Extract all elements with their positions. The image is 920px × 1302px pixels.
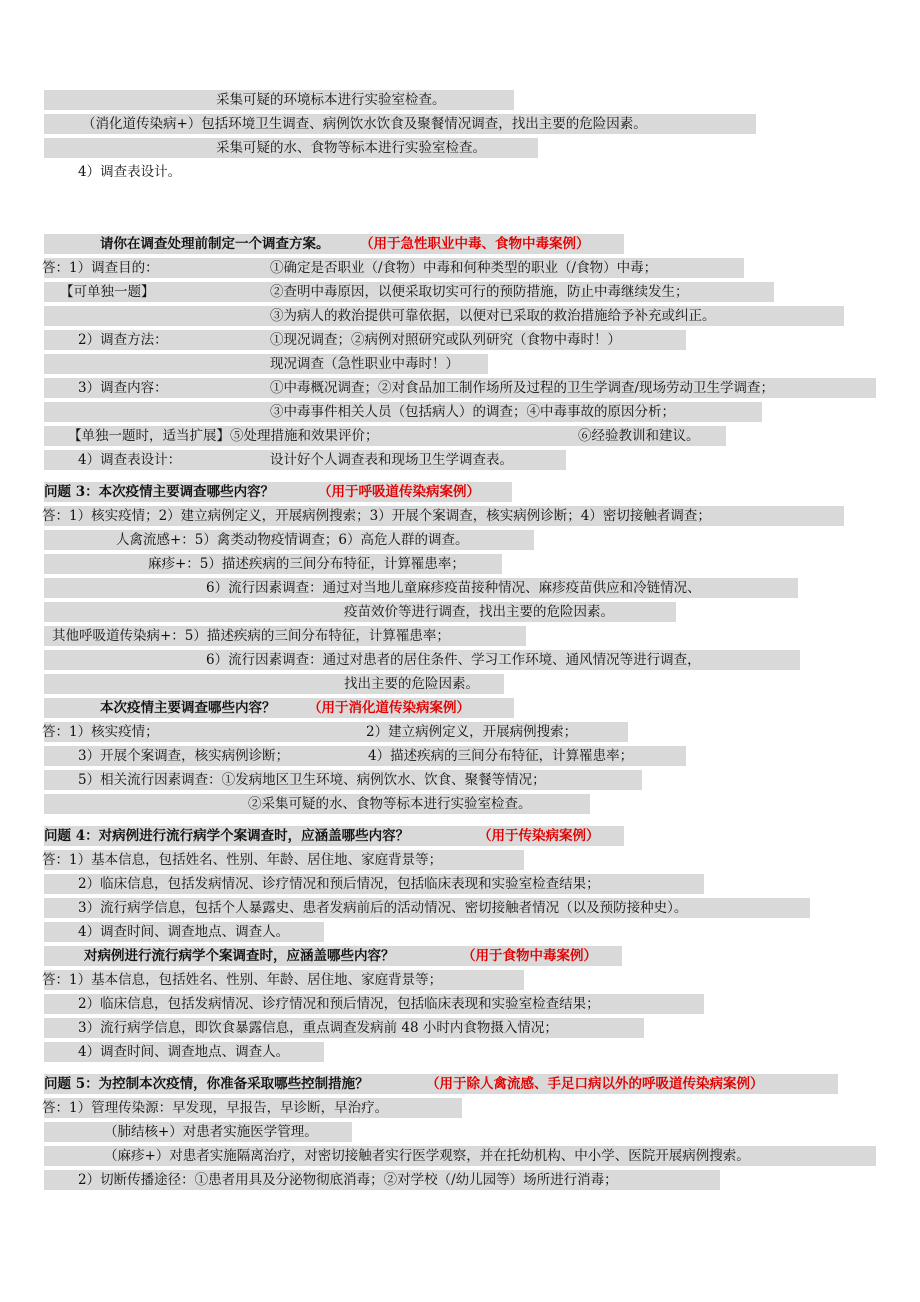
line-text: 6）流行因素调查：通过对患者的居住条件、学习工作环境、通风情况等进行调查， — [206, 652, 701, 668]
line-text: 3）流行病学信息，即饮食暴露信息，重点调查发病前 48 小时内食物摄入情况； — [78, 1020, 558, 1036]
text-line — [44, 626, 526, 646]
line-text: 答：1）管理传染源：早发现，早报告，早诊断，早治疗。 — [42, 1100, 389, 1116]
line-text: 【单独一题时，适当扩展】⑤处理措施和效果评价； — [68, 428, 379, 444]
section-heading — [44, 482, 512, 502]
line-text: 设计好个人调查表和现场卫生学调查表。 — [270, 452, 513, 468]
text-line — [44, 138, 538, 158]
text-line — [44, 258, 744, 278]
line-text: ①现况调查；②病例对照研究或队列研究（食物中毒时！） — [270, 332, 621, 348]
heading-note: （用于消化道传染病案例） — [308, 700, 470, 716]
text-line — [44, 602, 676, 622]
text-line — [44, 850, 524, 870]
text-line — [44, 578, 798, 598]
line-text: 2）临床信息，包括发病情况、诊疗情况和预后情况，包括临床表现和实验室检查结果； — [78, 876, 600, 892]
heading-note: （用于食物中毒案例） — [462, 948, 597, 964]
text-line — [44, 162, 204, 182]
line-text: 4）调查时间、调查地点、调查人。 — [78, 1044, 290, 1060]
line-text: 4）描述疾病的三间分布特征，计算罹患率； — [368, 748, 634, 764]
text-line — [44, 1146, 876, 1166]
text-line — [44, 330, 686, 350]
line-text: ②查明中毒原因，以便采取切实可行的预防措施，防止中毒继续发生； — [270, 284, 689, 300]
heading-note: （用于除人禽流感、手足口病以外的呼吸道传染病案例） — [426, 1076, 764, 1092]
line-text: 6）流行因素调查：通过对当地儿童麻疹疫苗接种情况、麻疹疫苗供应和冷链情况、 — [206, 580, 701, 596]
text-line — [44, 770, 642, 790]
text-line — [44, 306, 844, 326]
text-line — [44, 746, 686, 766]
heading-text: 问题 4：对病例进行流行病学个案调查时，应涵盖哪些内容？ — [44, 828, 410, 844]
text-line — [44, 426, 726, 446]
text-line — [44, 1170, 720, 1190]
line-text: 2）临床信息，包括发病情况、诊疗情况和预后情况，包括临床表现和实验室检查结果； — [78, 996, 600, 1012]
line-text: 4）调查时间、调查地点、调查人。 — [78, 924, 290, 940]
text-line — [44, 402, 762, 422]
line-text: 2）建立病例定义，开展病例搜索； — [366, 724, 578, 740]
heading-text: 问题 5：为控制本次疫情，你准备采取哪些控制措施？ — [44, 1076, 369, 1092]
text-line — [44, 530, 534, 550]
text-line — [44, 90, 514, 110]
text-line — [44, 898, 810, 918]
text-line — [44, 114, 756, 134]
section-heading — [44, 826, 624, 846]
section-heading — [44, 698, 514, 718]
text-line — [44, 554, 502, 574]
text-line — [44, 378, 876, 398]
heading-note: （用于传染病案例） — [478, 828, 600, 844]
line-text: ⑥经验教训和建议。 — [578, 428, 700, 444]
line-text: 答：1）基本信息，包括姓名、性别、年龄、居住地、家庭背景等； — [42, 852, 443, 868]
line-text: 5）相关流行因素调查：①发病地区卫生环境、病例饮水、饮食、聚餐等情况； — [78, 772, 546, 788]
heading-text: 本次疫情主要调查哪些内容？ — [100, 700, 276, 716]
text-line — [44, 650, 800, 670]
text-line — [44, 994, 704, 1014]
line-text: 采集可疑的环境标本进行实验室检查。 — [216, 92, 446, 108]
text-line — [44, 794, 590, 814]
text-line — [44, 1018, 644, 1038]
text-line — [44, 506, 844, 526]
line-text: 疫苗效价等进行调查，找出主要的危险因素。 — [344, 604, 614, 620]
line-text: 2）切断传播途径：①患者用具及分泌物彻底消毒；②对学校（/幼儿园等）场所进行消毒； — [78, 1172, 618, 1188]
line-label: 答：1）调查目的： — [42, 260, 159, 276]
line-text: ①确定是否职业（/食物）中毒和何种类型的职业（/食物）中毒； — [270, 260, 658, 276]
text-line — [44, 354, 488, 374]
line-label: 4）调查表设计： — [78, 452, 182, 468]
section-heading — [44, 234, 624, 254]
heading-text: 问题 3：本次疫情主要调查哪些内容？ — [44, 484, 275, 500]
text-line — [44, 1098, 462, 1118]
line-text: 找出主要的危险因素。 — [344, 676, 479, 692]
line-text: （麻疹+）对患者实施隔离治疗，对密切接触者实行医学观察，并在托幼机构、中小学、医院开展病例搜索。 — [104, 1148, 750, 1164]
heading-text: 对病例进行流行病学个案调查时，应涵盖哪些内容？ — [84, 948, 395, 964]
line-text: （消化道传染病+）包括环境卫生调查、病例饮水饮食及聚餐情况调查，找出主要的危险因素。 — [82, 116, 647, 132]
line-text: 现况调查（急性职业中毒时！） — [270, 356, 459, 372]
line-text: ②采集可疑的水、食物等标本进行实验室检查。 — [248, 796, 532, 812]
line-text: 其他呼吸道传染病+：5）描述疾病的三间分布特征，计算罹患率； — [52, 628, 450, 644]
line-text: 3）流行病学信息，包括个人暴露史、患者发病前后的活动情况、密切接触者情况（以及预防接种史）。 — [78, 900, 688, 916]
text-line — [44, 450, 566, 470]
line-text: 麻疹+：5）描述疾病的三间分布特征，计算罹患率； — [148, 556, 465, 572]
text-line — [44, 282, 774, 302]
line-text: 采集可疑的水、食物等标本进行实验室检查。 — [216, 140, 486, 156]
line-text: 答：1）核实疫情； — [42, 724, 159, 740]
heading-note: （用于急性职业中毒、食物中毒案例） — [360, 236, 590, 252]
text-line — [44, 970, 524, 990]
line-text: 3）开展个案调查，核实病例诊断； — [78, 748, 290, 764]
heading-note: （用于呼吸道传染病案例） — [318, 484, 480, 500]
line-text: 4）调查表设计。 — [78, 164, 182, 180]
text-line — [44, 722, 628, 742]
line-text: （肺结核+）对患者实施医学管理。 — [104, 1124, 318, 1140]
heading-text: 请你在调查处理前制定一个调查方案。 — [100, 236, 330, 252]
section-heading — [44, 1074, 838, 1094]
text-line — [44, 874, 704, 894]
section-heading — [44, 946, 622, 966]
line-text: 答：1）基本信息，包括姓名、性别、年龄、居住地、家庭背景等； — [42, 972, 443, 988]
text-line — [44, 922, 324, 942]
line-label: 2）调查方法： — [78, 332, 168, 348]
line-label: 【可单独一题】 — [60, 284, 155, 300]
line-text: ③中毒事件相关人员（包括病人）的调查；④中毒事故的原因分析； — [270, 404, 675, 420]
text-line — [44, 1122, 352, 1142]
line-text: 人禽流感+：5）禽类动物疫情调查；6）高危人群的调查。 — [116, 532, 469, 548]
line-text: ③为病人的救治提供可靠依据，以便对已采取的救治措施给予补充或纠正。 — [270, 308, 716, 324]
line-text: ①中毒概况调查；②对食品加工制作场所及过程的卫生学调查/现场劳动卫生学调查； — [270, 380, 775, 396]
line-text: 答：1）核实疫情；2）建立病例定义，开展病例搜索；3）开展个案调查，核实病例诊断；4）密切接触者调查； — [42, 508, 711, 524]
line-label: 3）调查内容： — [78, 380, 168, 396]
text-line — [44, 674, 504, 694]
text-line — [44, 1042, 324, 1062]
